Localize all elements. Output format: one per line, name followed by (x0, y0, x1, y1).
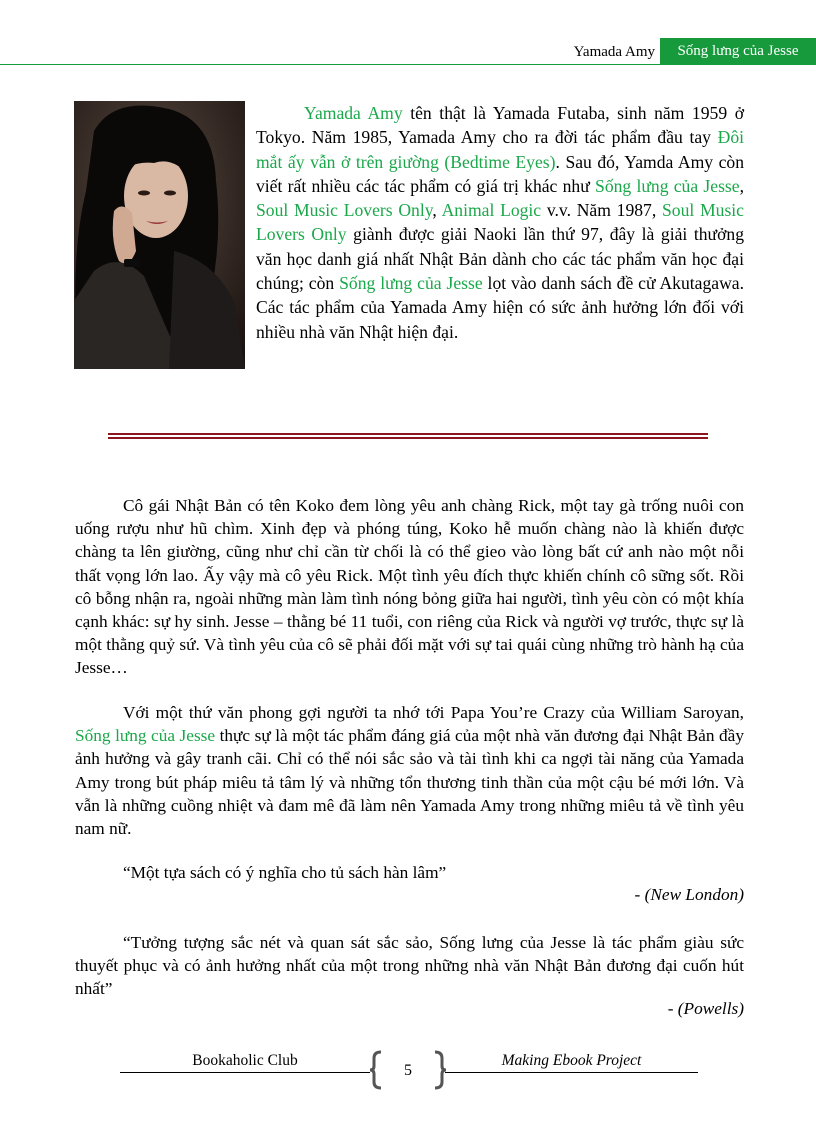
book-title-bedtime-eyes: Đôi mắt ấy vẫn ở trên giường (Bedtime Eyes) (256, 127, 744, 172)
book-title-jesse: Sống lưng của Jesse (339, 273, 483, 294)
synopsis-paragraph: Cô gái Nhật Bản có tên Koko đem lòng yêu anh chàng Rick, một tay gà trống nuôi con uống rượu như hũ chìm. Xinh đẹp và phóng túng, Koko hễ muốn chàng nào là khiến được chàng ta lên giường, cũng như chỉ cần từ chối là có thể gieo vào lòng bất cứ anh nào một nỗi thất vọng lớn lao. Ấy vậy mà cô yêu Rick. Một tình yêu đích thực khiến chính cô sững sốt. Rồi cô bỗng nhận ra, ngoài những màn làm tình nóng bỏng giữa hai người, tình yêu còn có một khía cạnh khác: sự hy sinh. Jesse – thằng bé 11 tuổi, con riêng của Rick và người vợ trước, thực sự là một thằng quỷ sứ. Và tình yêu của cô sẽ phải đối mặt với sự tai quái cùng những trò hành hạ của Jesse… (75, 496, 744, 678)
footer-project: Making Ebook Project (501, 1052, 642, 1069)
footer-club: Bookaholic Club (192, 1052, 298, 1069)
review-paragraph (75, 701, 744, 840)
quote-source: - (New London) (634, 885, 744, 904)
left-brace-icon (368, 1050, 384, 1090)
quote-text: “Một tựa sách có ý nghĩa cho tủ sách hàn lâm” (123, 863, 447, 882)
bio-text: , (739, 175, 744, 196)
review-text: Với một thứ văn phong gợi người ta nhớ tới Papa You’re Crazy của William Saroyan, (123, 703, 744, 722)
footer-rule-left (120, 1072, 370, 1073)
review-text: thực sự là một tác phẩm đáng giá của một nhà văn đương đại Nhật Bản đầy ảnh hưởng và gây tranh cãi. Chỉ có thể nói sắc sảo và tài tình khi ca ngợi tài năng của Yamada Amy trong bút pháp miêu tả tâm lý và những tổn thương tinh thần của một cậu bé mới lớn. Và vẫn là những cuồng nhiệt và đam mê đã làm nên Yamada Amy trong những miêu tả về tình yêu nam nữ. (75, 726, 744, 839)
header-author: Yamada Amy (573, 44, 655, 60)
book-title-jesse: Sống lưng của Jesse (595, 175, 740, 196)
quote-text: “Tưởng tượng sắc nét và quan sát sắc sảo, Sống lưng của Jesse là tác phẩm giàu sức thuyết phục và có ảnh hưởng nhất của một trong những nhà văn Nhật Bản đương đại cuốn hút nhất” (75, 933, 744, 999)
footer-rule-right (445, 1072, 698, 1073)
author-portrait (74, 101, 245, 369)
quote-source: - (Powells) (667, 999, 744, 1018)
bio-text: giành được giải Naoki lần thứ 97, đây là giải thưởng văn học danh giá nhất Nhật Bản dành cho các tác phẩm văn học đại chúng; còn (256, 224, 744, 294)
section-divider-bottom (108, 437, 708, 439)
page-number: 5 (404, 1062, 412, 1079)
bio-text: . Sau đó, Yamda Amy còn viết rất nhiều các tác phẩm có giá trị khác như (256, 151, 744, 196)
author-name-link: Yamada Amy (304, 103, 403, 123)
bio-text: v.v. Năm 1987, (541, 200, 662, 221)
portrait-photo-icon (74, 101, 245, 369)
book-title-soul-music: Soul Music Lovers Only (256, 200, 744, 245)
book-title-jesse: Sống lưng của Jesse (75, 726, 216, 746)
book-title-animal-logic: Animal Logic (441, 200, 542, 221)
bio-text: , (432, 200, 442, 221)
book-title-soul-music: Soul Music Lovers Only (256, 200, 433, 221)
header-rule (0, 64, 816, 65)
bio-text: lọt vào danh sách đề cử Akutagawa. Các tác phẩm của Yamada Amy hiện có sức ảnh hưởng lớn đối với nhiều nhà văn Nhật hiện đại. (256, 273, 744, 342)
author-bio-paragraph (256, 101, 744, 344)
header-book-title: Sống lưng của Jesse (660, 38, 816, 65)
author-bio (256, 101, 744, 344)
bio-text: tên thật là Yamada Futaba, sinh năm 1959 ở Tokyo. Năm 1985, Yamada Amy cho ra đời tác phẩm đầu tay (256, 103, 744, 148)
section-divider-top (108, 433, 708, 435)
